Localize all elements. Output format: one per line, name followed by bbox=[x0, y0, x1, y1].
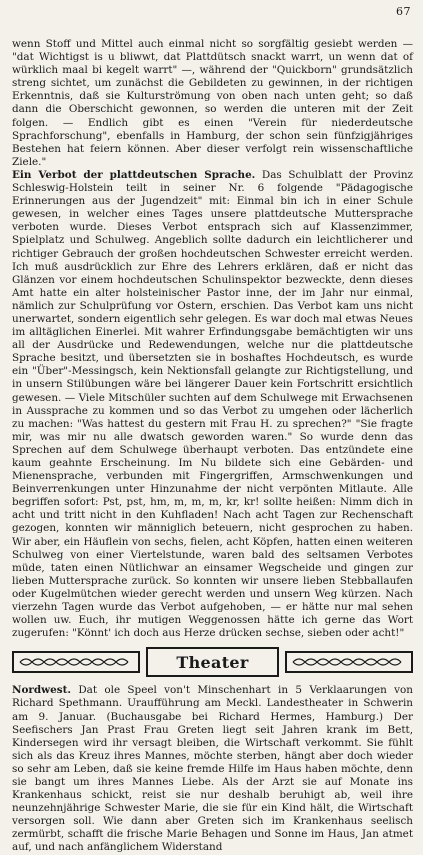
ornament-left-icon bbox=[12, 651, 140, 673]
section-heading-verbot: Ein Verbot der plattdeutschen Sprache. bbox=[12, 168, 256, 181]
paragraph-2-text: Das Schulblatt der Provinz Schleswig-Holstein teilt in seiner Nr. 6 folgende "Pädagogische Erinnerungen aus der Jugendzeit" mit: Einmal bin ich in einer Schule gewesen, in welcher eines Tages unsere plattdeutsche Muttersprache verboten wurde. Dieses Verbot entsprach sich auf Klassenzimmer, Spielplatz und Schulweg. Angeblich sollte dadurch ein leichtlicherer und richtiger Gebrauch der großen hochdeutschen Schwester erreicht werden. Ich muß ausdrücklich zur Ehre des Lehrers erklären, daß er nicht das Glänzen vor einem hochdeutschen Schulinspektor bezweckte, denn dieses Amt hatte ein alter holsteinischer Pastor inne, der im Jahr nur einmal, nämlich zur Schulprüfung vor Ostern, erschien. Das Verbot kam uns nicht unerwartet, sondern eigentlich sehr gelegen. Es war doch mal etwas Neues im alltäglichen Einerlei. Mit wahrer Erfindungsgabe bemächtigten wir uns all der Ausdrücke und Redewendungen, welche nur die plattdeutsche Sprache besitzt, und übersetzten sie in boshaftes Hochdeutsch, es wurde ein "Über"-Messingsch, kein Nektionsfall gelangte zur Richtigstellung, und in unsern Stilübungen wäre bei längerer Dauer kein Fortschritt ersichtlich gewesen. — Viele Mitschüler suchten auf dem Schulwege mit Erwachsenen in Aussprache zu kommen und so das Verbot zu umgehen oder lächerlich zu machen: "Was hattest du gestern mit Frau H. zu sprechen?" "Sie fragte mir, was mir nu alle dwatsch geworden waren." So wurde denn das Sprechen auf dem Schulwege überhaupt verboten. Das entzündete eine kaum geahnte Erscheinung. Im Nu bildete sich eine Gebärden- und Mienensprache, verbunden mit Fingergriffen, Armschwenkungen und Beinverrenkungen unter Hinzunahme der nicht verpönten Mitlaute. Alle begriffen sofort: Pst, pst, hm, m, m, m, kr, kr! sollte heißen: Nimm dich in acht und tritt nicht in den Kuhfladen! Nach acht Tagen zur Rechenschaft gezogen, konnten wir männiglich beteuern, nicht gesprochen zu haben. Wir aber, ein Häuflein von sechs, fielen, acht Köpfen, hatten einen weiteren Schulweg von einer Viertelstunde, waren bald des seltsamen Verbotes müde, taten einen Nütlichwar an einsamer Wegscheide und gingen zur lieben Muttersprache zurück. So konnten wir unsere lieben Stebballaufen oder Kugelmütchen wieder gerecht werden und unsern Weg kürzen. Nach vierzehn Tagen wurde das Verbot aufgehoben, — er hätte nur mal sehen wollen uw. Euch, ihr mutigen Weggenossen hätte ich gerne das Wort zugerufen: "Könnt' ich doch aus Herze drücken sechse, sieben oder acht!" bbox=[12, 168, 413, 640]
theater-lead: Nordwest. bbox=[12, 684, 71, 697]
paragraph-2 bbox=[12, 169, 413, 640]
article-body bbox=[12, 38, 413, 640]
page-number: 67 bbox=[396, 5, 411, 18]
paragraph-1: wenn Stoff und Mittel auch einmal nicht so sorgfältig gesiebt werden — "dat Wichtigst is u bliwwt, dat Plattdütsch snackt warrt, un wenn dat of würklich maal bi kegelt warrt" —, während der "Quickborn" grundsätzlich streng sichtet, um zunächst die Gebildeten zu gewinnen, in der richtigen Erkenntnis, daß sie Kulturströmung von oben nach unten geht; so daß dann die Oberschicht gewonnen, so werden die unteren mit der Zeit folgen. — Endlich gibt es einen "Verein für niederdeutsche Sprachforschung", ebenfalls in Hamburg, der schon sein fünfzigjähriges Bestehen hat feiern können. Aber dieser verfolgt rein wissenschaftliche Ziele." bbox=[12, 38, 413, 168]
section-header bbox=[12, 646, 413, 678]
theater-paragraph bbox=[12, 684, 413, 854]
ornament-right-icon bbox=[285, 651, 413, 673]
section-title: Theater bbox=[146, 647, 279, 677]
theater-review bbox=[12, 684, 413, 854]
theater-text: Dat ole Speel von't Minschenhart in 5 Verklaarungen von Richard Spethmann. Uraufführung am Meckl. Landestheater in Schwerin am 9. Januar. (Buchausgabe bei Richard Hermes, Hamburg.) Der Seefischers Jan Prast Frau Greten liegt seit Jahren krank im Bett, Kindersegen wird ihr versagt bleiben, die Wirtschaft verkommt. Sie fühlt sich als das Kreuz ihres Mannes, möchte sterben, hängt aber doch wieder so sehr am Leben, daß sie keine fremde Hilfe im Haus haben möchte, denn sie bangt um ihres Mannes Liebe. Als der Arzt sie auf Monate ins Krankenhaus schickt, reist sie nur deshalb beruhigt ab, weil ihre neunzehnjährige Schwester Marie, die sie für ein Kind hält, die Wirtschaft versorgen soll. Wie dann aber Greten sich im Krankenhaus seelisch zermürbt, schafft die frische Marie Behagen und Sonne im Haus, Jan atmet auf, und nach anfänglichem Widerstand bbox=[12, 684, 413, 854]
